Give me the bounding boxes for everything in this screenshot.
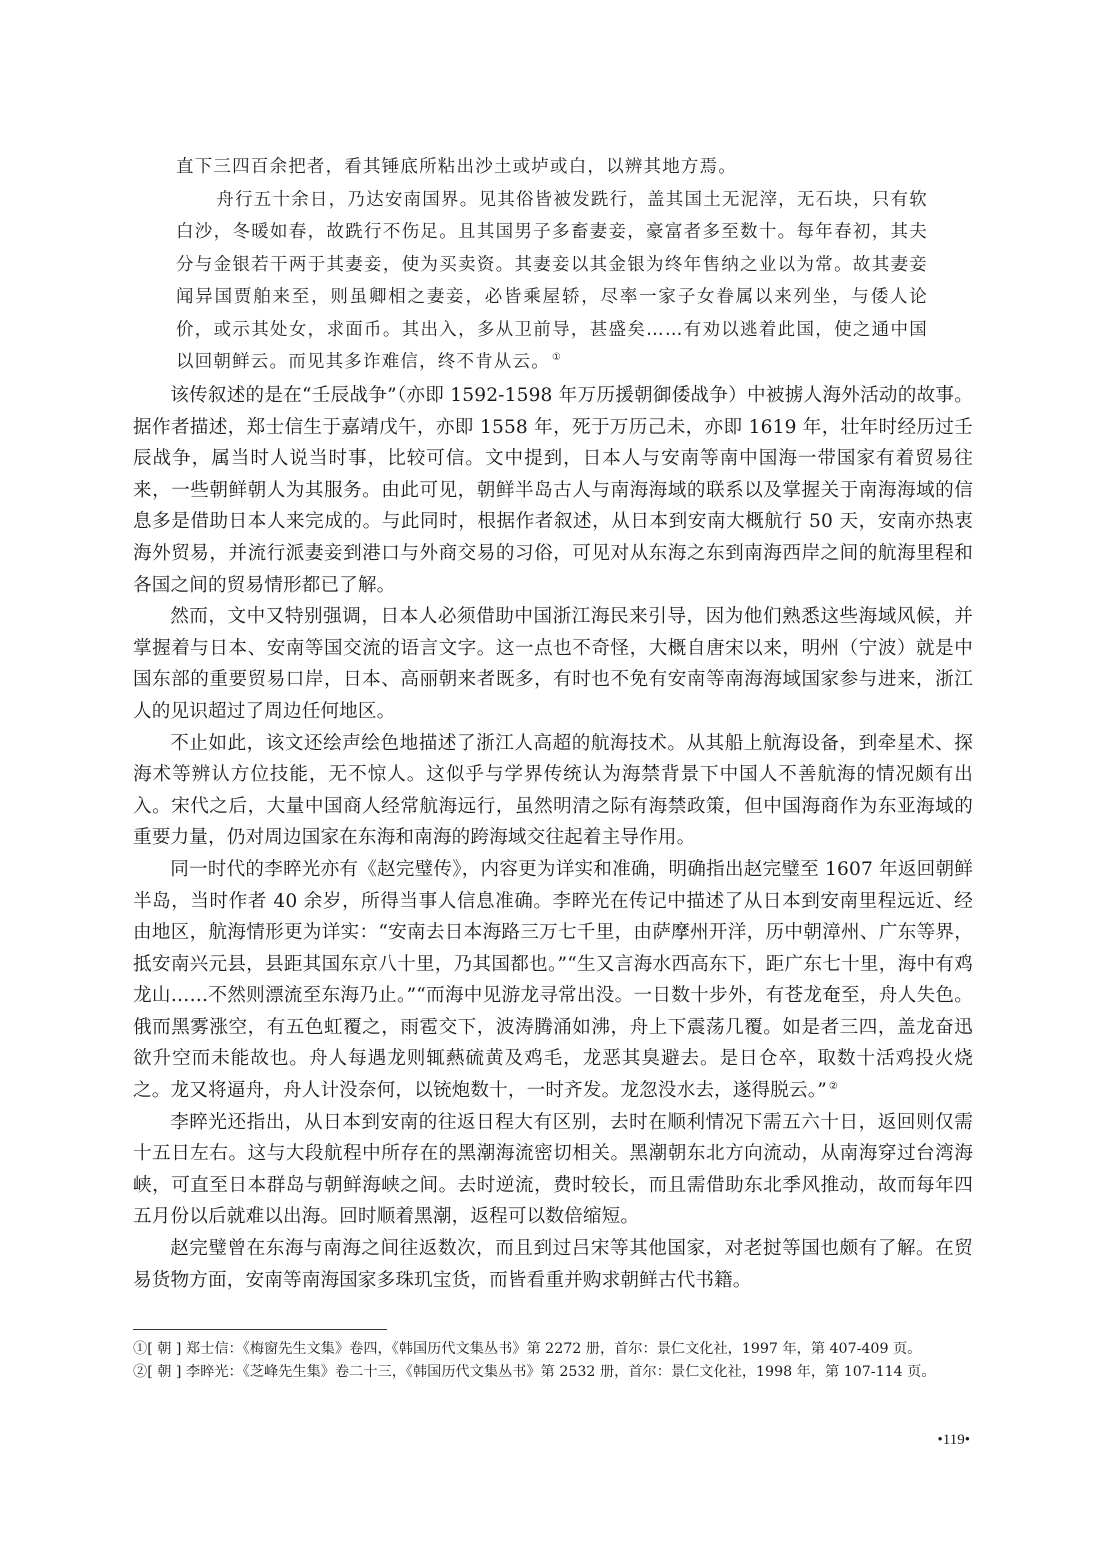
footnote-divider: [133, 1329, 387, 1330]
quote-paragraph: [176, 184, 928, 379]
body-paragraph-5: 李睟光还指出，从日本到安南的往返日程大有区别，去时在顺利情况下需五六十日，返回则仅需十五日左右。这与大段航程中所存在的黑潮海流密切相关。黑潮朝东北方向流动，从南海穿过台湾海峡，可直至日本群岛与朝鲜海峡之间。去时逆流，费时较长，而且需借助东北季风推动，故而每年四五月份以后就难以出海。回时顺着黑潮，返程可以数倍缩短。: [133, 1111, 973, 1228]
body-paragraph-4-text: 同一时代的李睟光亦有《赵完璧传》，内容更为详实和准确，明确指出赵完璧至 1607 年返回朝鲜半岛，当时作者 40 余岁，所得当事人信息准确。李睟光在传记中描述了从日本到安南里程远近、经由地区，航海情形更为详实：“安南去日本海路三万七千里，由萨摩州开洋，历中朝漳州、广东等界，抵安南兴元县，县距其国东京八十里，乃其国都也。”“生又言海水西高东下，距广东七十里，海中有鸡龙山……不然则漂流至东海乃止。”“而海中见游龙寻常出没。一日数十步外，有苍龙奄至，舟人失色。俄而黑雾涨空，有五色虹覆之，雨雹交下，波涛腾涌如沸，舟上下震荡几覆。如是者三四，盖龙奋迅欲升空而未能故也。舟人每遇龙则辄爇硫黄及鸡毛，龙恶其臭避去。是日仓卒，取数十活鸡投火烧之。龙又将逼舟，舟人计没奈何，以铳炮数十，一时齐发。龙忽没水去，遂得脱云。”: [133, 858, 973, 1102]
main-body-text: [133, 380, 973, 1296]
block-quote: [176, 151, 928, 379]
body-paragraph-2: 然而，文中又特别强调，日本人必须借助中国浙江海民来引导，因为他们熟悉这些海域风候，并掌握着与日本、安南等国交流的语言文字。这一点也不奇怪，大概自唐宋以来，明州（宁波）就是中国东部的重要贸易口岸，日本、高丽朝来者既多，有时也不免有安南等南海海域国家参与进来，浙江人的见识超过了周边任何地区。: [133, 606, 973, 722]
body-paragraph-4: [133, 854, 973, 1107]
footnote-2: ②[ 朝 ] 李睟光：《芝峰先生集》卷二十三，《韩国历代文集丛书》第 2532 册，首尔：景仁文化社，1998 年，第 107-114 页。: [133, 1364, 936, 1380]
footnote-1: ①[ 朝 ] 郑士信：《梅窗先生文集》卷四，《韩国历代文集丛书》第 2272 册，首尔：景仁文化社，1997 年，第 407-409 页。: [133, 1341, 922, 1357]
body-paragraph-3: 不止如此，该文还绘声绘色地描述了浙江人高超的航海技术。从其船上航海设备，到牵星术、探海术等辨认方位技能，无不惊人。这似乎与学界传统认为海禁背景下中国人不善航海的情况颇有出入。宋代之后，大量中国商人经常航海远行，虽然明清之际有海禁政策，但中国海商作为东亚海域的重要力量，仍对周边国家在东海和南海的跨海域交往起着主导作用。: [133, 732, 973, 849]
quote-line: 直下三四百余把者，看其锤底所粘出沙土或垆或白，以辨其地方焉。: [176, 157, 737, 177]
footnotes: [133, 1338, 973, 1384]
quote-paragraph-text: 舟行五十余日，乃达安南国界。见其俗皆被发跣行，盖其国土无泥滓，无石块，只有软白沙，冬暖如春，故跣行不伤足。且其国男子多畜妻妾，豪富者多至数十。每年春初，其夫分与金银若干两于其妻妾，使为买卖资。其妻妾以其金银为终年售纳之业以为常。故其妻妾闻异国贾舶来至，则虽卿相之妻妾，必皆乘屋轿，尽率一家子女眷属以来列坐，与倭人论价，或示其处女，求面币。其出入，多从卫前导，甚盛矣……有劝以逃着此国，使之通中国以回朝鲜云。而见其多诈难信，终不肯从云。: [176, 189, 928, 372]
page-number: •119•: [937, 1432, 970, 1448]
body-paragraph-6: 赵完璧曾在东海与南海之间往返数次，而且到过吕宋等其他国家，对老挝等国也颇有了解。在贸易货物方面，安南等南海国家多珠玑宝货，而皆看重并购求朝鲜古代书籍。: [133, 1238, 973, 1291]
footnote-marker-1[interactable]: ①: [552, 352, 563, 364]
body-paragraph-1: 该传叙述的是在“壬辰战争”（亦即 1592-1598 年万历援朝御倭战争）中被掳人海外活动的故事。据作者描述，郑士信生于嘉靖戊午，亦即 1558 年，死于万历己未，亦即 1619 年，壮年时经历过壬辰战争，属当时人说当时事，比较可信。文中提到，日本人与安南等南中国海一带国家有着贸易往来，一些朝鲜朝人为其服务。由此可见，朝鲜半岛古人与南海海域的联系以及掌握关于南海海域的信息多是借助日本人来完成的。与此同时，根据作者叙述，从日本到安南大概航行 50 天，安南亦热衷海外贸易，并流行派妻妾到港口与外商交易的习俗，可见对从东海之东到南海西岸之间的航海里程和各国之间的贸易情形都已了解。: [133, 385, 973, 596]
footnote-marker-2[interactable]: ②: [828, 1080, 839, 1092]
